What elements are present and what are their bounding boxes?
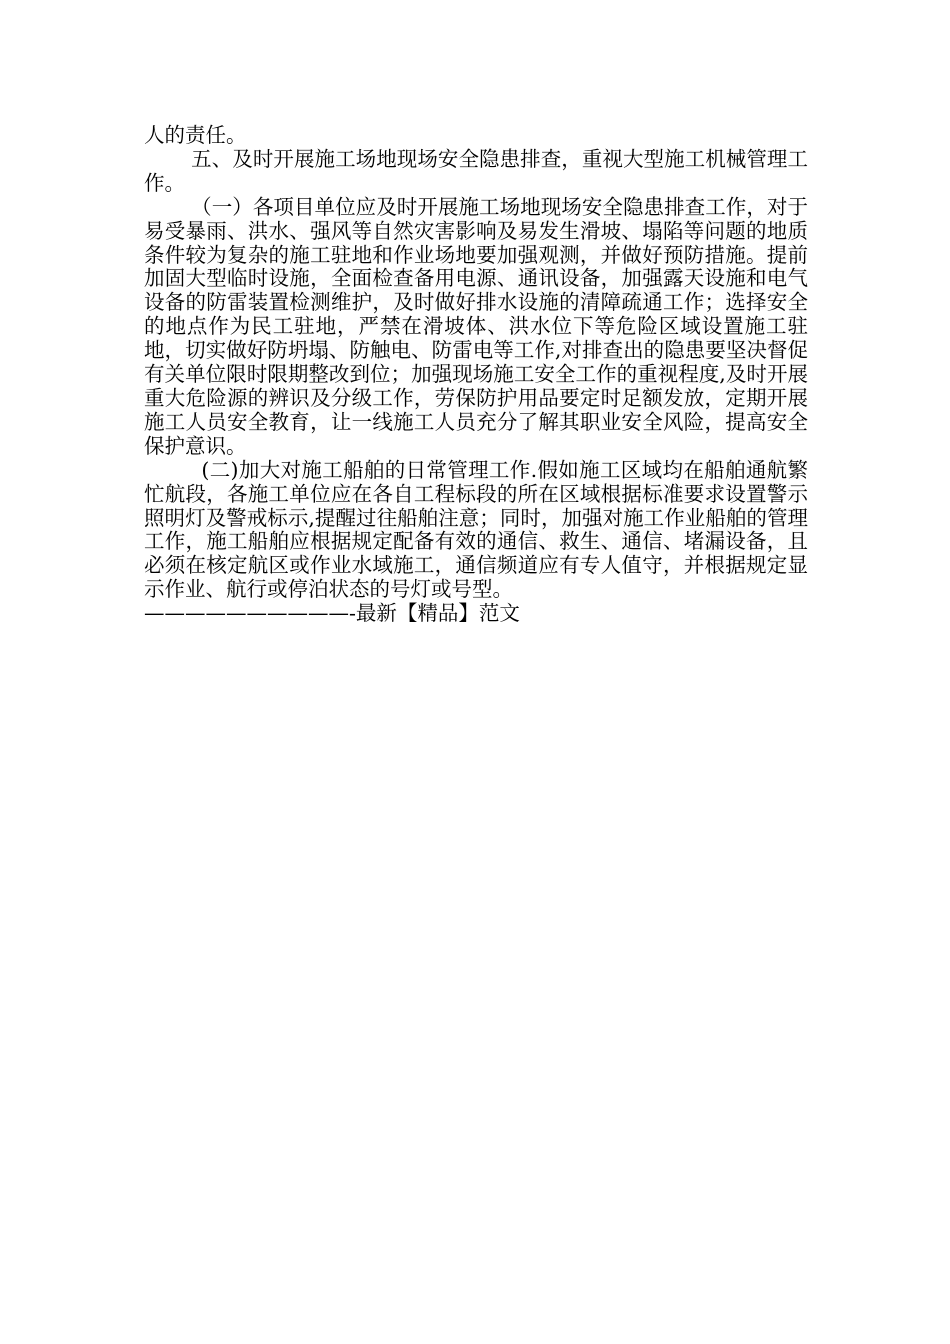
section-heading-five: 五、及时开展施工场地现场安全隐患排查，重视大型施工机械管理工作。 — [144, 146, 808, 195]
paragraph-item-two: (二)加大对施工船舶的日常管理工作.假如施工区域均在船舶通航繁忙航段，各施工单位应在各自工程标段的所在区域根据标准要求设置警示照明灯及警戒标示,提醒过往船舶注意；同时，加强对施工作业船舶的管理工作，施工船舶应根据规定配备有效的通信、救生、通信、堵漏设备，且必须在核定航区或作业水域施工，通信频道应有专人值守，并根据规定显示作业、航行或停泊状态的号灯或号型。 — [144, 457, 808, 602]
document-page — [144, 124, 808, 626]
paragraph-continuation: 人的责任。 — [144, 123, 247, 147]
paragraph-item-one: （一）各项目单位应及时开展施工场地现场安全隐患排查工作，对于易受暴雨、洪水、强风等自然灾害影响及易发生滑坡、塌陷等问题的地质条件较为复杂的施工驻地和作业场地要加强观测，并做好预防措施。提前加固大型临时设施，全面检查备用电源、通讯设备，加强露天设施和电气设备的防雷装置检测维护，及时做好排水设施的清障疏通工作；选择安全的地点作为民工驻地，严禁在滑坡体、洪水位下等危险区域设置施工驻地，切实做好防坍塌、防触电、防雷电等工作,对排查出的隐患要坚决督促有关单位限时限期整改到位；加强现场施工安全工作的重视程度,及时开展重大危险源的辨识及分级工作，劳保防护用品要定时足额发放，定期开展施工人员安全教育，让一线施工人员充分了解其职业安全风险，提高安全保护意识。 — [144, 194, 808, 458]
footer-text: ——————————-最新【精品】范文 — [144, 601, 520, 626]
